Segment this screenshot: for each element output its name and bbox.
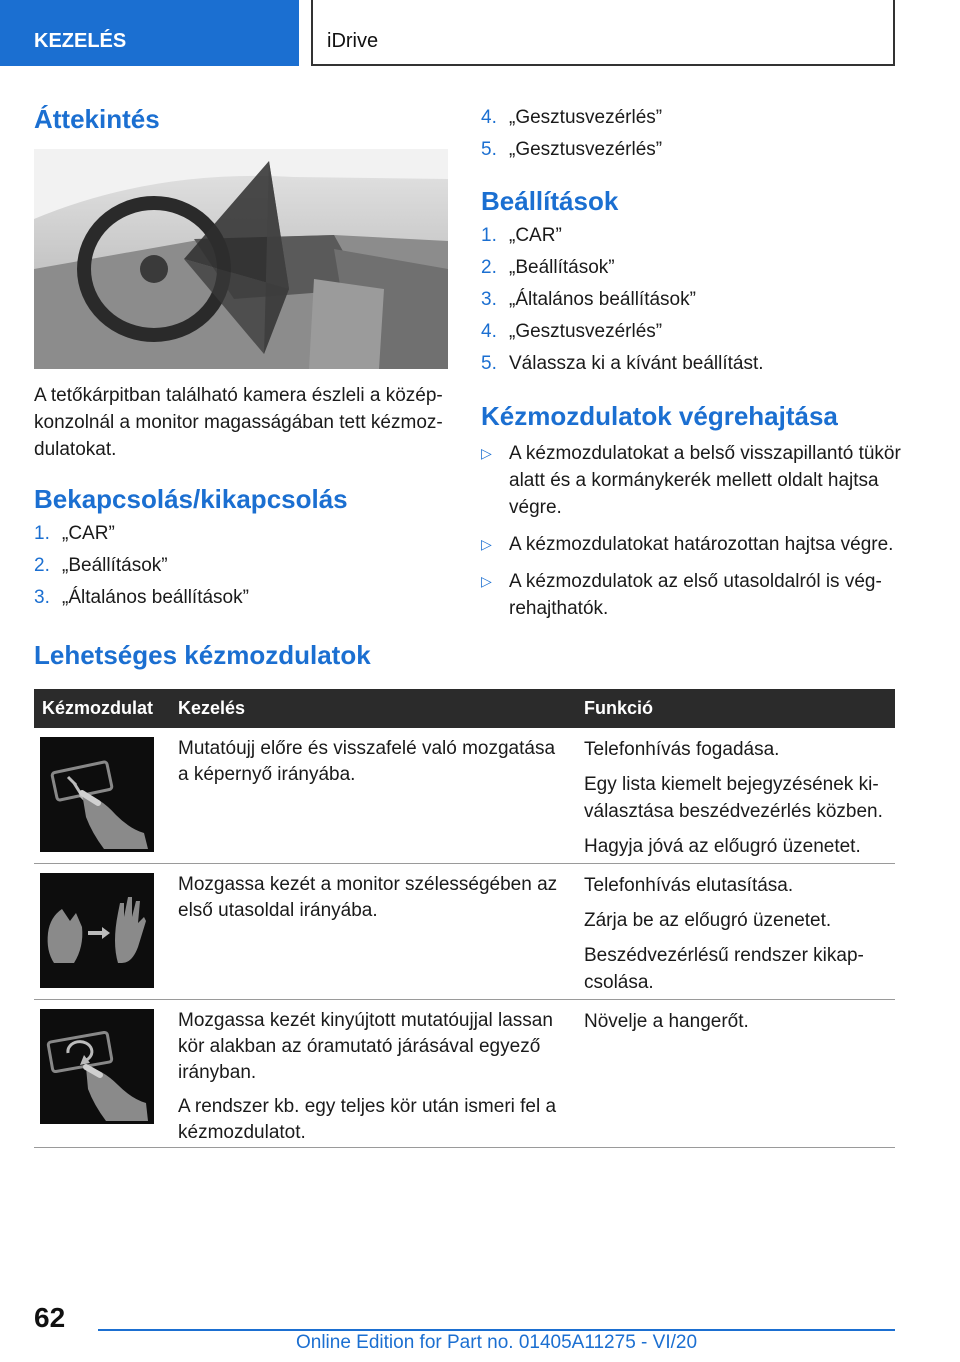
column-header-gesture: Kézmozdulat [42, 698, 154, 718]
column-header-operation: Kezelés [178, 698, 246, 718]
list-item: 4. „Gesztusvezérlés” [481, 321, 663, 342]
table-row [34, 864, 895, 1000]
settings-steps [481, 224, 764, 384]
function-cell: Telefonhívás elutasítása. Zárja be az előugró üzenetet. Beszédvezérlésű rendszer kikapcsolása. [584, 875, 864, 993]
list-item: 2. „Beállítások” [481, 257, 615, 278]
camera-interior-photo [34, 149, 448, 369]
list-item: 2. „Beállítások” [34, 555, 168, 576]
onoff-heading: Bekapcsolás/kikapcsolás [34, 484, 348, 514]
table-row [34, 728, 895, 864]
list-item: 4. „Gesztusvezérlés” [481, 107, 663, 128]
function-cell: Telefonhívás fogadása. Egy lista kiemelt bejegyzésének kiválasztása beszédvezérlés közben. Hagyja jóvá az előugró üzenetet. [584, 739, 883, 857]
overview-caption: A tetőkárpitban található kamera észleli a középkonzolnál a monitor magasságában tett kézmozdulatokat. [34, 385, 443, 460]
operation-cell: Mutatóujj előre és visszafelé való mozgatása a képernyő irányába. [178, 738, 556, 785]
onoff-steps-part2 [481, 106, 662, 170]
section-tab: KEZELÉS [0, 0, 299, 66]
list-item: ▷ A kézmozdulatok az első utasoldalról is végrehajthatók. [481, 568, 901, 622]
gestures-table [34, 689, 895, 1148]
list-item: ▷ A kézmozdulatokat határozottan hajtsa végre. [481, 531, 901, 558]
list-item: 5. Válassza ki a kívánt beállítást. [481, 353, 764, 374]
function-cell: Növelje a hangerőt. [584, 1011, 749, 1032]
operation-cell: Mozgassa kezét a monitor szélességében az első utasoldal irányába. [178, 874, 558, 921]
circle-finger-gesture-icon [40, 1009, 154, 1124]
table-header [34, 689, 895, 728]
list-item: 5. „Gesztusvezérlés” [481, 139, 663, 160]
point-forward-gesture-icon [40, 737, 154, 852]
list-item: ▷ A kézmozdulatokat a belső visszapillantó tükör alatt és a kormánykerék mellett oldalt hajtsa végre. [481, 440, 901, 521]
gestures-heading: Lehetséges kézmozdulatok [34, 640, 371, 670]
list-item: 1. „CAR” [34, 523, 115, 544]
triangle-bullet-icon: ▷ [481, 536, 492, 552]
perform-heading: Kézmozdulatok végrehajtása [481, 401, 838, 431]
table-row [34, 1000, 895, 1148]
swipe-hand-gesture-icon [40, 873, 154, 988]
list-item: 3. „Általános beállítások” [481, 289, 696, 310]
column-header-function: Funkció [584, 698, 654, 718]
triangle-bullet-icon: ▷ [481, 573, 492, 589]
onoff-steps-part1 [34, 522, 249, 618]
page-number: 62 [34, 1302, 66, 1333]
triangle-bullet-icon: ▷ [481, 445, 492, 461]
perform-bullets [481, 440, 901, 632]
operation-cell: Mozgassa kezét kinyújtott mutatóujjal lassan kör alakban az óramutató járásával egyező irányban. A rendszer kb. egy teljes kör után ismeri fel a kézmozdulatot. [178, 1010, 557, 1143]
chapter-title: iDrive [311, 0, 895, 66]
footer-edition: Online Edition for Part no. 01405A11275 - VI/20 [295, 1332, 698, 1353]
settings-heading: Beállítások [481, 186, 619, 216]
list-item: 1. „CAR” [481, 225, 562, 246]
list-item: 3. „Általános beállítások” [34, 587, 249, 608]
footer-divider [98, 1329, 895, 1331]
overview-heading: Áttekintés [34, 104, 160, 134]
